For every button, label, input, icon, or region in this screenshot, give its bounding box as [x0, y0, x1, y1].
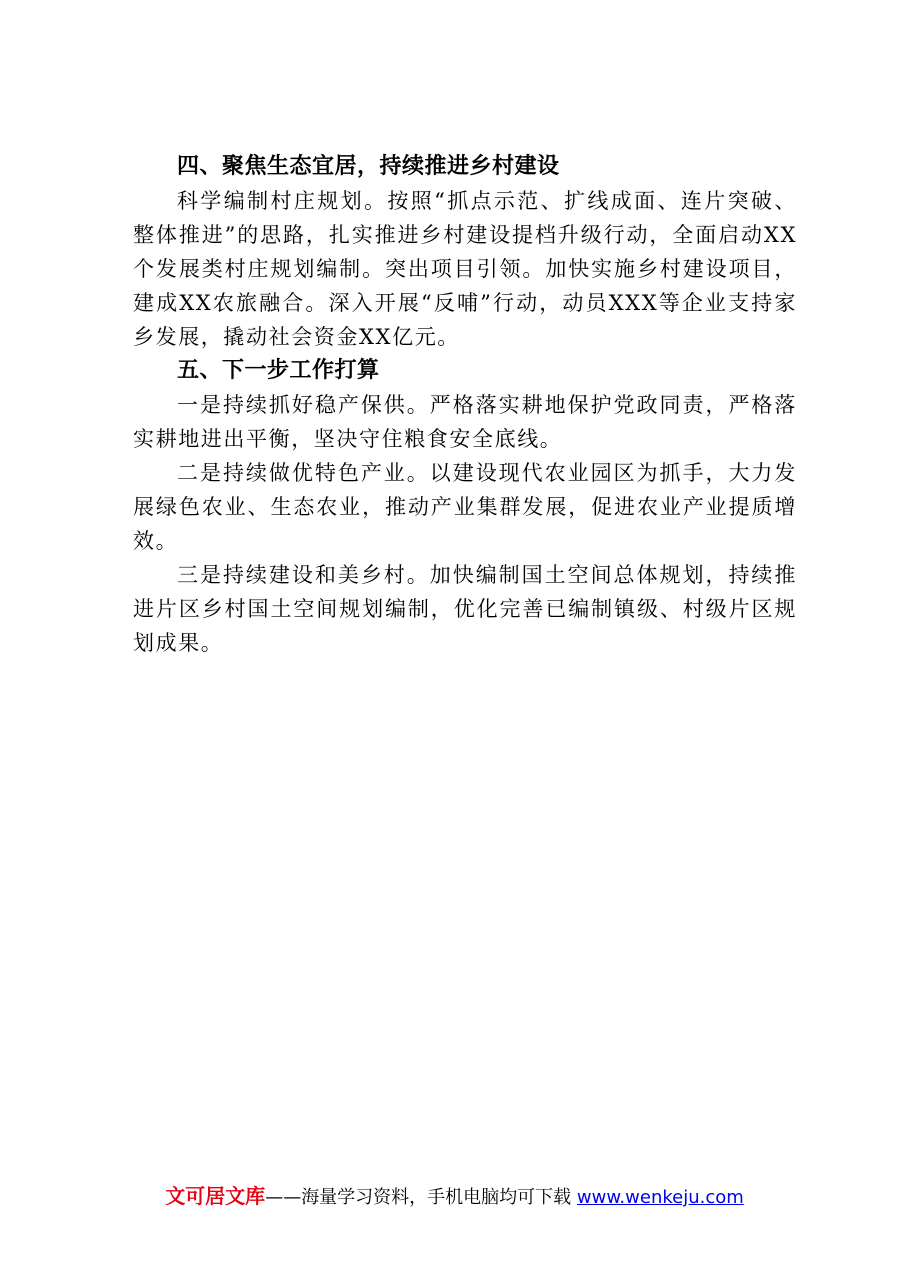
paragraph: 科学编制村庄规划。按照“抓点示范、扩线成面、连片突破、整体推进”的思路，扎实推进乡村建设提档升级行动，全面启动XX个发展类村庄规划编制。突出项目引领。加快实施乡村建设项目，建成XX农旅融合。深入开展“反哺”行动，动员XXX等企业支持家乡发展，撬动社会资金XX亿元。 [133, 189, 797, 349]
footer-link[interactable]: www.wenkeju.com [576, 1187, 744, 1208]
paragraph: 二是持续做优特色产业。以建设现代农业园区为抓手，大力发展绿色农业、生态农业，推动产业集群发展，促进农业产业提质增效。 [133, 461, 797, 553]
footer-text: ——海量学习资料，手机电脑均可下载 [265, 1187, 577, 1208]
paragraph: 一是持续抓好稳产保供。严格落实耕地保护党政同责，严格落实耕地进出平衡，坚决守住粮食安全底线。 [133, 393, 797, 451]
document-body [133, 150, 797, 660]
paragraph: 三是持续建设和美乡村。加快编制国土空间总体规划，持续推进片区乡村国土空间规划编制，优化完善已编制镇级、村级片区规划成果。 [133, 563, 797, 655]
footer-banner [0, 1183, 909, 1211]
section-heading-4: 四、聚焦生态宜居，持续推进乡村建设 [177, 154, 560, 179]
footer-brand: 文可居文库 [165, 1184, 266, 1208]
section-heading-5: 五、下一步工作打算 [177, 358, 380, 383]
